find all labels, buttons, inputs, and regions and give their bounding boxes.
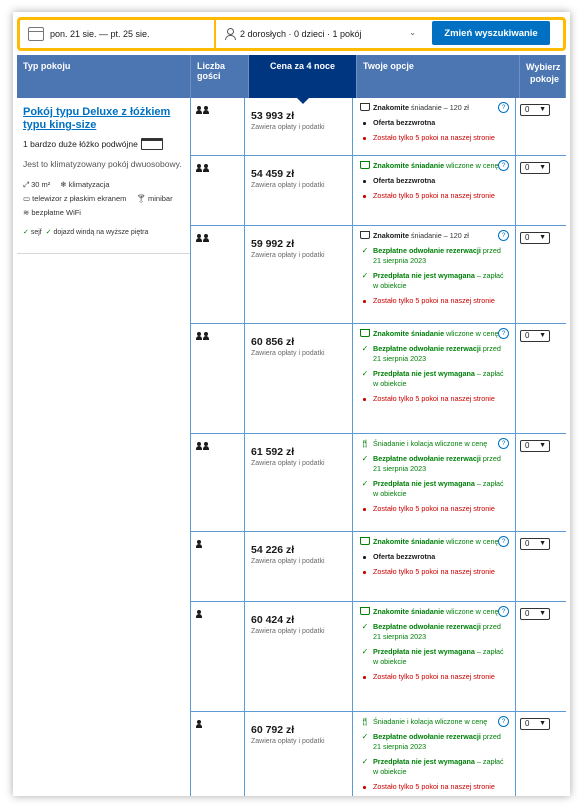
bullet-icon xyxy=(363,180,366,183)
offer-row xyxy=(191,226,566,324)
select-cell xyxy=(516,532,566,601)
check-icon: ✓ xyxy=(361,479,369,488)
coffee-cup-icon xyxy=(360,537,370,545)
room-divider xyxy=(17,253,190,254)
price-value: 61 592 zł xyxy=(251,446,295,458)
feature-ac: ❄ klimatyzacja xyxy=(60,180,110,189)
room-quantity-select[interactable]: 0 ▼ xyxy=(520,162,550,174)
bed-text: 1 bardzo duże łóżko podwójne xyxy=(23,139,138,149)
coffee-cup-icon xyxy=(360,161,370,169)
header-price[interactable]: Cena za 4 noce xyxy=(249,55,357,98)
room-description: Jest to klimatyzowany pokój dwuosobowy. xyxy=(23,159,182,169)
person-icon xyxy=(224,28,236,40)
price-cell xyxy=(245,156,353,225)
no-prepayment: ✓ Przedpłata nie jest wymagana – zapłać w obiekcie xyxy=(359,271,509,291)
room-extras: ✓ sejf ✓ dojazd windą na wyższe piętra xyxy=(23,229,149,236)
price-cell xyxy=(245,532,353,601)
select-cell xyxy=(516,324,566,433)
calendar-icon xyxy=(28,27,44,41)
check-icon: ✓ xyxy=(361,344,369,353)
price-cell xyxy=(245,602,353,711)
select-cell xyxy=(516,156,566,225)
room-features xyxy=(23,179,184,218)
meal-option: 🍴︎ Śniadanie i kolacja wliczone w cenę ? xyxy=(359,439,509,449)
bullet-icon xyxy=(363,676,366,679)
guests-cell xyxy=(191,712,245,796)
options-cell xyxy=(353,324,516,433)
options-cell xyxy=(353,156,516,225)
feature-tv: ▭ telewizor z płaskim ekranem xyxy=(23,194,127,203)
price-cell xyxy=(245,226,353,323)
coffee-cup-icon xyxy=(360,231,370,239)
bullet-icon xyxy=(363,786,366,789)
price-cell xyxy=(245,434,353,531)
person-icon xyxy=(196,164,202,172)
change-search-button[interactable]: Zmień wyszukiwanie xyxy=(432,21,550,45)
scarcity-note: Zostało tylko 5 pokoi na naszej stronie xyxy=(359,672,509,682)
tax-note: Zawiera opłaty i podatki xyxy=(251,124,325,131)
tax-note: Zawiera opłaty i podatki xyxy=(251,738,325,745)
no-prepayment: ✓ Przedpłata nie jest wymagana – zapłać w obiekcie xyxy=(359,647,509,667)
select-cell xyxy=(516,226,566,323)
bed-icon xyxy=(141,138,163,150)
room-type-column xyxy=(17,98,191,796)
bullet-icon xyxy=(363,195,366,198)
person-icon xyxy=(203,442,209,450)
scarcity-note: Zostało tylko 5 pokoi na naszej stronie xyxy=(359,782,509,792)
tax-note: Zawiera opłaty i podatki xyxy=(251,460,325,467)
person-icon xyxy=(196,540,202,548)
bullet-icon xyxy=(363,398,366,401)
offer-row xyxy=(191,156,566,226)
feature-minibar: 🍸︎ minibar xyxy=(136,194,173,203)
meal-option: Znakomite śniadanie wliczone w cenę ? xyxy=(359,607,509,617)
non-refundable: Oferta bezzwrotna xyxy=(359,552,509,562)
price-value: 54 459 zł xyxy=(251,168,295,180)
price-value: 60 424 zł xyxy=(251,614,295,626)
price-value: 53 993 zł xyxy=(251,110,295,122)
guests-cell xyxy=(191,98,245,155)
scarcity-note: Zostało tylko 5 pokoi na naszej stronie xyxy=(359,296,509,306)
tax-note: Zawiera opłaty i podatki xyxy=(251,252,325,259)
info-icon[interactable]: ? xyxy=(498,102,509,113)
select-cell xyxy=(516,434,566,531)
guests-cell xyxy=(191,434,245,531)
meal-option: Znakomite śniadanie wliczone w cenę ? xyxy=(359,537,509,547)
booking-frame xyxy=(13,12,570,796)
price-cell xyxy=(245,98,353,155)
guests-cell xyxy=(191,532,245,601)
meal-option: Znakomite śniadanie – 120 zł ? xyxy=(359,231,509,241)
options-cell xyxy=(353,712,516,796)
free-cancellation: ✓ Bezpłatne odwołanie rezerwacji przed 21 sierpnia 2023 xyxy=(359,622,509,642)
info-icon[interactable]: ? xyxy=(498,606,509,617)
person-icon xyxy=(203,234,209,242)
info-icon[interactable]: ? xyxy=(498,230,509,241)
check-icon: ✓ xyxy=(45,229,52,236)
cutlery-icon: 🍴︎ xyxy=(359,717,371,726)
offer-row xyxy=(191,602,566,712)
guests-selector[interactable] xyxy=(216,20,430,48)
date-range-text: pon. 21 sie. — pt. 25 sie. xyxy=(50,29,150,39)
person-icon xyxy=(196,332,202,340)
header-room-type: Typ pokoju xyxy=(17,55,191,98)
person-icon xyxy=(203,332,209,340)
check-icon: ✓ xyxy=(361,622,369,631)
price-cell xyxy=(245,324,353,433)
guests-cell xyxy=(191,324,245,433)
guests-cell xyxy=(191,156,245,225)
search-bar xyxy=(17,17,566,51)
bullet-icon xyxy=(363,137,366,140)
options-cell xyxy=(353,98,516,155)
guests-cell xyxy=(191,226,245,323)
options-cell xyxy=(353,434,516,531)
scarcity-note: Zostało tylko 5 pokoi na naszej stronie xyxy=(359,504,509,514)
offer-row xyxy=(191,434,566,532)
info-icon[interactable]: ? xyxy=(498,536,509,547)
free-cancellation: ✓ Bezpłatne odwołanie rezerwacji przed 21 sierpnia 2023 xyxy=(359,732,509,752)
scarcity-note: Zostało tylko 5 pokoi na naszej stronie xyxy=(359,567,509,577)
room-quantity-select[interactable]: 0 ▼ xyxy=(520,538,550,550)
options-cell xyxy=(353,532,516,601)
check-icon: ✓ xyxy=(361,246,369,255)
person-icon xyxy=(203,164,209,172)
free-cancellation: ✓ Bezpłatne odwołanie rezerwacji przed 21 sierpnia 2023 xyxy=(359,344,509,364)
person-icon xyxy=(196,234,202,242)
meal-option: Znakomite śniadanie wliczone w cenę ? xyxy=(359,161,509,171)
bullet-icon xyxy=(363,122,366,125)
person-icon xyxy=(196,720,202,728)
tax-note: Zawiera opłaty i podatki xyxy=(251,350,325,357)
price-value: 60 856 zł xyxy=(251,336,295,348)
bullet-icon xyxy=(363,508,366,511)
header-select: Wybierz pokoje xyxy=(520,55,566,98)
room-quantity-select[interactable]: 0 ▼ xyxy=(520,232,550,244)
coffee-cup-icon xyxy=(360,103,370,111)
bullet-icon xyxy=(363,556,366,559)
coffee-cup-icon xyxy=(360,329,370,337)
select-cell xyxy=(516,712,566,796)
info-icon[interactable]: ? xyxy=(498,160,509,171)
person-icon xyxy=(196,610,202,618)
meal-option: 🍴︎ Śniadanie i kolacja wliczone w cenę ? xyxy=(359,717,509,727)
offer-row xyxy=(191,532,566,602)
person-icon xyxy=(196,442,202,450)
room-quantity-select[interactable]: 0 ▼ xyxy=(520,330,550,342)
non-refundable: Oferta bezzwrotna xyxy=(359,118,509,128)
options-cell xyxy=(353,226,516,323)
free-cancellation: ✓ Bezpłatne odwołanie rezerwacji przed 21 sierpnia 2023 xyxy=(359,246,509,266)
guests-text: 2 dorosłych · 0 dzieci · 1 pokój xyxy=(240,29,362,39)
price-value: 54 226 zł xyxy=(251,544,295,556)
check-icon: ✓ xyxy=(361,647,369,656)
feature-wifi: ≋ bezpłatne WiFi xyxy=(23,208,81,217)
offer-row xyxy=(191,712,566,796)
info-icon[interactable]: ? xyxy=(498,328,509,339)
price-value: 60 792 zł xyxy=(251,724,295,736)
check-icon: ✓ xyxy=(361,757,369,766)
options-cell xyxy=(353,602,516,711)
price-cell xyxy=(245,712,353,796)
room-title-link[interactable]: Pokój typu Deluxe z łóżkiem typu king-size xyxy=(23,106,171,131)
cutlery-icon: 🍴︎ xyxy=(359,439,371,448)
table-header xyxy=(17,55,566,98)
date-picker[interactable] xyxy=(20,20,216,48)
header-guests: Liczba gości xyxy=(191,55,249,98)
no-prepayment: ✓ Przedpłata nie jest wymagana – zapłać w obiekcie xyxy=(359,479,509,499)
guests-cell xyxy=(191,602,245,711)
person-icon xyxy=(203,106,209,114)
info-icon[interactable]: ? xyxy=(498,716,509,727)
free-cancellation: ✓ Bezpłatne odwołanie rezerwacji przed 21 sierpnia 2023 xyxy=(359,454,509,474)
scarcity-note: Zostało tylko 5 pokoi na naszej stronie xyxy=(359,394,509,404)
offer-row xyxy=(191,98,566,156)
bullet-icon xyxy=(363,300,366,303)
tax-note: Zawiera opłaty i podatki xyxy=(251,628,325,635)
no-prepayment: ✓ Przedpłata nie jest wymagana – zapłać w obiekcie xyxy=(359,369,509,389)
check-icon: ✓ xyxy=(23,229,29,236)
header-options: Twoje opcje xyxy=(357,55,520,98)
check-icon: ✓ xyxy=(361,369,369,378)
non-refundable: Oferta bezzwrotna xyxy=(359,176,509,186)
select-cell xyxy=(516,602,566,711)
feature-size: ⤢ 30 m² xyxy=(23,180,51,189)
tax-note: Zawiera opłaty i podatki xyxy=(251,558,325,565)
room-quantity-select[interactable]: 0 ▼ xyxy=(520,440,550,452)
info-icon[interactable]: ? xyxy=(498,438,509,449)
check-icon: ✓ xyxy=(361,454,369,463)
price-value: 59 992 zł xyxy=(251,238,295,250)
meal-option: Znakomite śniadanie wliczone w cenę ? xyxy=(359,329,509,339)
no-prepayment: ✓ Przedpłata nie jest wymagana – zapłać w obiekcie xyxy=(359,757,509,777)
room-quantity-select[interactable]: 0 ▼ xyxy=(520,104,550,116)
coffee-cup-icon xyxy=(360,607,370,615)
check-icon: ✓ xyxy=(361,271,369,280)
meal-option: Znakomite śniadanie – 120 zł ? xyxy=(359,103,509,113)
bullet-icon xyxy=(363,571,366,574)
chevron-down-icon: ⌄ xyxy=(409,28,416,37)
tax-note: Zawiera opłaty i podatki xyxy=(251,182,325,189)
scarcity-note: Zostało tylko 5 pokoi na naszej stronie xyxy=(359,133,509,143)
bed-info xyxy=(23,138,184,150)
offer-row xyxy=(191,324,566,434)
select-cell xyxy=(516,98,566,155)
room-quantity-select[interactable]: 0 ▼ xyxy=(520,608,550,620)
room-quantity-select[interactable]: 0 ▼ xyxy=(520,718,550,730)
scarcity-note: Zostało tylko 5 pokoi na naszej stronie xyxy=(359,191,509,201)
person-icon xyxy=(196,106,202,114)
check-icon: ✓ xyxy=(361,732,369,741)
